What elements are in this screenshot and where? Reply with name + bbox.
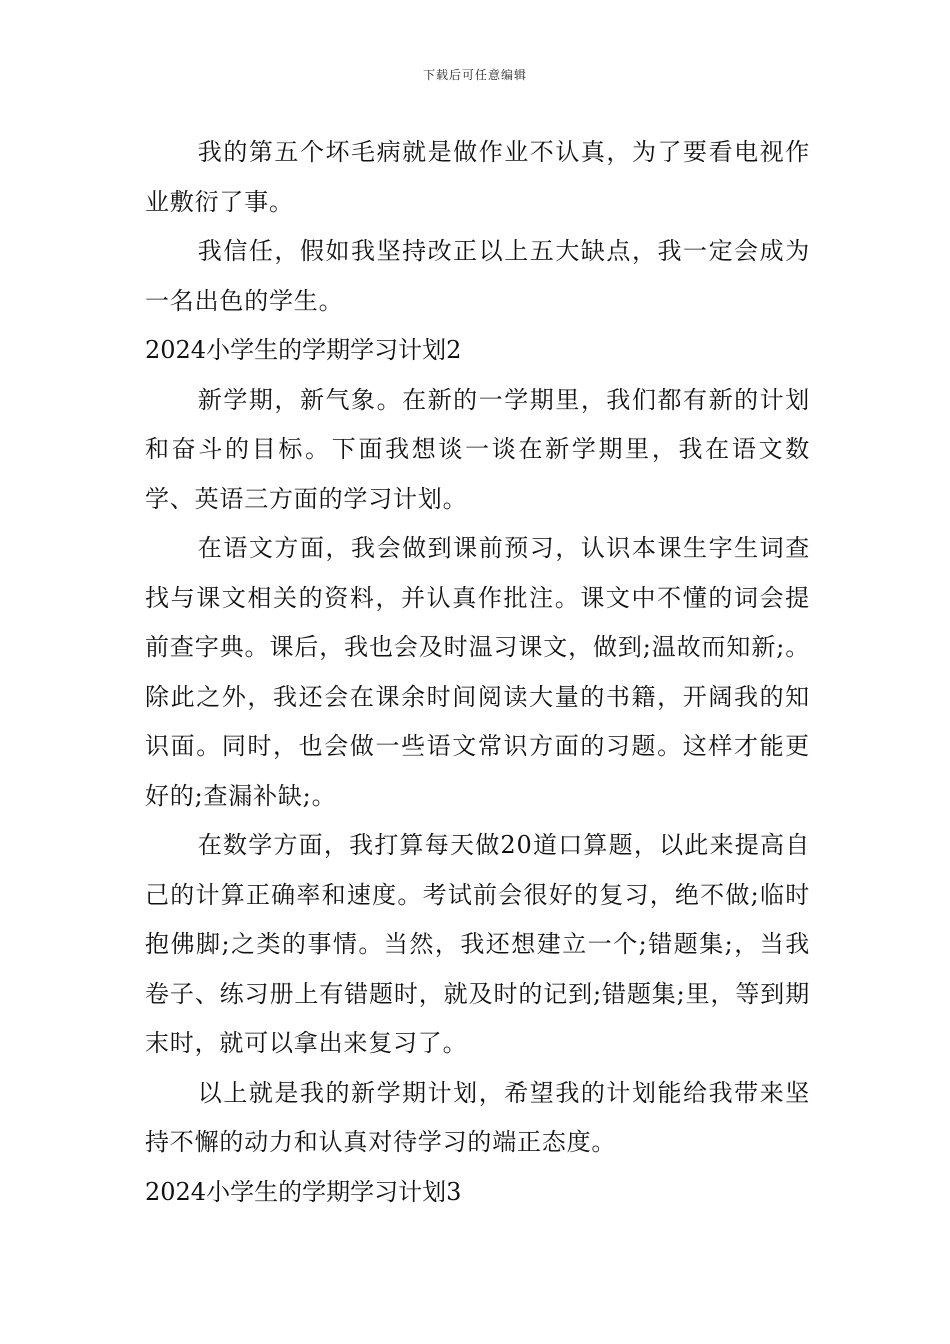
paragraph-math-plan: 在数学方面，我打算每天做20道口算题，以此来提高自己的计算正确率和速度。考试前会很好的复习，绝不做;临时抱佛脚;之类的事情。当然，我还想建立一个;错题集;，当我卷子、练习册上有错题时，就及时的记到;错题集;里，等到期末时，就可以拿出来复习了。 xyxy=(145,831,810,1057)
header-note: 下载后可任意编辑 xyxy=(422,68,527,82)
paragraph-summary: 以上就是我的新学期计划，希望我的计划能给我带来坚持不懈的动力和认真对待学习的端正态度。 xyxy=(145,1078,810,1156)
section-heading-plan-2: 2024小学生的学期学习计划2 xyxy=(145,336,462,364)
section-heading-plan-3: 2024小学生的学期学习计划3 xyxy=(145,1177,462,1206)
paragraph-new-semester: 新学期，新气象。在新的一学期里，我们都有新的计划和奋斗的目标。下面我想谈一谈在新学期里，我在语文数学、英语三方面的学习计划。 xyxy=(145,385,810,513)
paragraph-chinese-plan: 在语文方面，我会做到课前预习，认识本课生字生词查找与课文相关的资料，并认真作批注。课文中不懂的词会提前查字典。课后，我也会及时温习课文，做到;温故而知新;。除此之外，我还会在课余时间阅读大量的书籍，开阔我的知识面。同时，也会做一些语文常识方面的习题。这样才能更好的;查漏补缺;。 xyxy=(145,534,810,810)
paragraph-bad-habit-5: 我的第五个坏毛病就是做作业不认真，为了要看电视作业敷衍了事。 xyxy=(145,138,810,216)
paragraph-conclusion: 我信任，假如我坚持改正以上五大缺点，我一定会成为一名出色的学生。 xyxy=(145,237,810,315)
document-body xyxy=(145,128,810,1217)
